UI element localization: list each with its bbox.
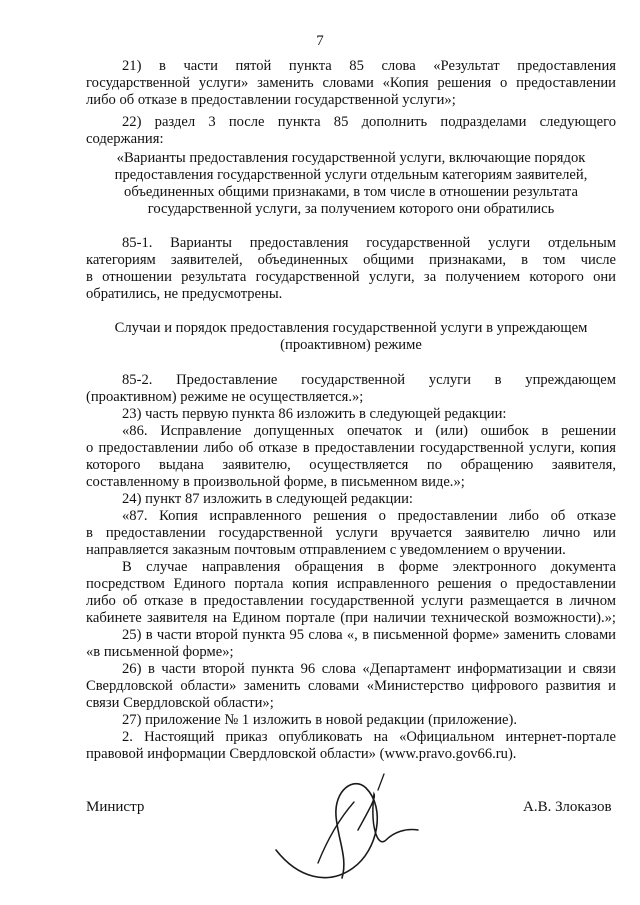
text-line: посредством Единого портала копия исправленного решения о предоставлении [86, 576, 616, 592]
text-line: 21) в части пятой пункта 85 слова «Результат предоставления [122, 58, 616, 74]
text-line: в отношении результата государственной услуги, за получением которого они [86, 269, 616, 285]
paragraph [86, 372, 616, 763]
paragraph [86, 235, 616, 303]
text-line: 23) часть первую пункта 86 изложить в следующей редакции: [122, 406, 507, 422]
text-line: правовой информации Свердловской области» (www.pravo.gov66.ru). [86, 746, 517, 762]
text-line: Случаи и порядок предоставления государственной услуги в упреждающем [114, 320, 588, 336]
text-line: связи Свердловской области»; [86, 695, 274, 711]
text-line: (проактивном) режиме [280, 337, 422, 353]
text-line: 85-2. Предоставление государственной услуги в упреждающем [122, 372, 616, 388]
paragraph [86, 58, 616, 109]
signatory-position: Министр [86, 799, 145, 815]
handwritten-signature [258, 768, 428, 888]
text-line: 25) в части второй пункта 95 слова «, в письменной форме» заменить словами [122, 627, 616, 643]
text-line: «Варианты предоставления государственной услуги, включающие порядок [116, 150, 586, 166]
text-line: обратились, не предусмотрены. [86, 286, 283, 302]
text-line: которого выдана заявителю, осуществляется по обращению заявителя, [86, 457, 616, 473]
text-line: категориям заявителей, объединенных общими признаками, в том числе [86, 252, 616, 268]
text-line: 22) раздел 3 после пункта 85 дополнить подразделами следующего [122, 114, 616, 130]
text-line: о предоставлении либо об отказе в предоставлении государственной услуги, копия [86, 440, 616, 456]
paragraph [86, 114, 616, 148]
paragraph [86, 150, 616, 218]
text-line: кабинете заявителя на Едином портале (при наличии технической возможности).»; [86, 610, 616, 626]
text-line: либо об отказе в предоставлении государственной услуги»; [86, 92, 456, 108]
text-line: либо об отказе в предоставлении государственной услуги размещается в личном [86, 593, 616, 609]
text-line: Свердловской области» заменить словами «Министерство цифрового развития и [86, 678, 616, 694]
text-line: государственной услуги» заменить словами «Копия решения о предоставлении [86, 75, 616, 91]
text-line: объединенных общими признаками, в том числе в отношении результата [124, 184, 578, 200]
text-line: 26) в части второй пункта 96 слова «Департамент информатизации и связи [122, 661, 616, 677]
text-line: содержания: [86, 131, 164, 147]
text-line: «в письменной форме»; [86, 644, 234, 660]
text-line: 2. Настоящий приказ опубликовать на «Официальном интернет-портале [122, 729, 616, 745]
text-line: составленному в произвольной форме, в письменном виде.»; [86, 474, 465, 490]
page-number: 7 [316, 33, 324, 49]
text-line: В случае направления обращения в форме электронного документа [122, 559, 616, 575]
signatory-name: А.В. Злоказов [523, 799, 612, 815]
text-line: 24) пункт 87 изложить в следующей редакции: [122, 491, 413, 507]
text-line: 85-1. Варианты предоставления государственной услуги отдельным [122, 235, 616, 251]
text-line: направляется заказным почтовым отправлением с уведомлением о вручении. [86, 542, 566, 558]
text-line: (проактивном) режиме не осуществляется.»; [86, 389, 364, 405]
text-line: государственной услуги, за получением которого они обратились [147, 201, 555, 217]
paragraph [86, 320, 616, 354]
text-line: «86. Исправление допущенных опечаток и (или) ошибок в решении [122, 423, 616, 439]
text-line: «87. Копия исправленного решения о предоставлении либо об отказе [122, 508, 616, 524]
text-line: предоставления государственной услуги отдельным категориям заявителей, [114, 167, 588, 183]
text-line: 27) приложение № 1 изложить в новой редакции (приложение). [122, 712, 518, 728]
text-line: в предоставлении государственной услуги вручается заявителю лично или [86, 525, 616, 541]
